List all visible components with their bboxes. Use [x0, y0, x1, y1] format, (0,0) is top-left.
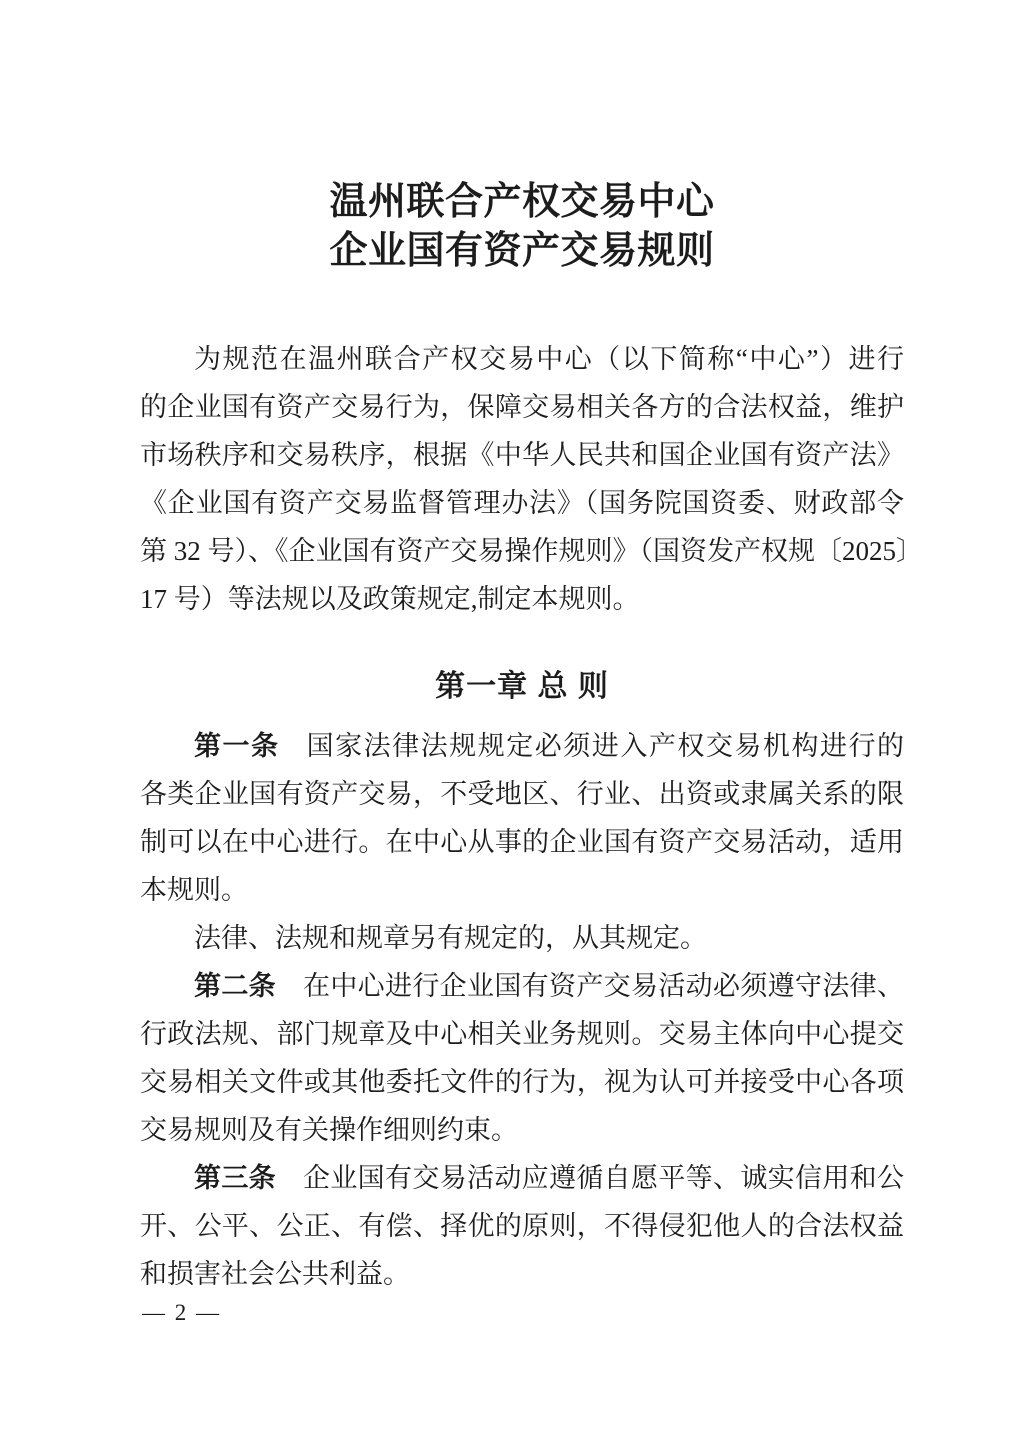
chapter-heading: 第一章 总 则: [435, 670, 609, 703]
articles-text: [140, 722, 904, 1298]
text-line: [140, 335, 904, 383]
text-line: [140, 722, 904, 770]
line-text: 的企业国有资产交易行为，保障交易相关各方的合法权益，维护: [140, 392, 904, 422]
line-text: 交易相关文件或其他委托文件的行为，视为认可并接受中心各项: [140, 1067, 904, 1097]
line-text: 市场秩序和交易秩序，根据《中华人民共和国企业国有资产法》: [140, 440, 904, 470]
text-line: [140, 1250, 904, 1298]
line-text: 国家法律法规规定必须进入产权交易机构进行的: [306, 731, 905, 761]
title-line-1: 温州联合产权交易中心: [329, 181, 715, 223]
text-line: [140, 962, 904, 1010]
line-text: 本规则。: [140, 875, 248, 905]
line-text: 交易规则及有关操作细则约束。: [140, 1115, 518, 1145]
article-number: 第二条: [194, 971, 276, 1001]
line-text: 为规范在温州联合产权交易中心（以下简称“中心”）进行: [194, 344, 904, 374]
text-line: [140, 866, 904, 914]
line-text: 企业国有交易活动应遵循自愿平等、诚实信用和公: [303, 1163, 904, 1193]
text-line: [140, 527, 923, 575]
line-text: 开、公平、公正、有偿、择优的原则，不得侵犯他人的合法权益: [140, 1211, 904, 1241]
text-line: [140, 1154, 904, 1202]
text-line: [140, 431, 904, 479]
document-content: [140, 335, 923, 1298]
text-line: [140, 383, 904, 431]
article-number: 第三条: [194, 1163, 276, 1193]
line-text: 和损害社会公共利益。: [140, 1259, 410, 1289]
line-text: 17 号）等法规以及政策规定,制定本规则。: [140, 584, 640, 614]
text-line: [140, 1202, 904, 1250]
text-line: [140, 575, 904, 623]
line-text: 《企业国有资产交易监督管理办法》（国务院国资委、财政部令: [140, 488, 904, 518]
line-text: 各类企业国有资产交易，不受地区、行业、出资或隶属关系的限: [140, 779, 904, 809]
article-number: 第一条: [194, 731, 280, 761]
text-line: [140, 1106, 904, 1154]
text-line: [140, 914, 904, 962]
text-line: [140, 818, 904, 866]
line-text: 行政法规、部门规章及中心相关业务规则。交易主体向中心提交: [140, 1019, 904, 1049]
text-line: [140, 479, 904, 527]
title-line-2: 企业国有资产交易规则: [329, 230, 715, 272]
document-title: [140, 178, 904, 276]
line-text: 在中心进行企业国有资产交易活动必须遵守法律、: [303, 971, 904, 1001]
line-text: 第 32 号）、《企业国有资产交易操作规则》（国资发产权规〔2025〕: [140, 536, 923, 566]
text-line: [140, 1010, 904, 1058]
text-line: [140, 1058, 904, 1106]
line-text: 制可以在中心进行。在中心从事的企业国有资产交易活动，适用: [140, 827, 904, 857]
page-number: — 2 —: [142, 1300, 221, 1325]
text-line: [140, 770, 904, 818]
line-text: 法律、法规和规章另有规定的，从其规定。: [194, 923, 707, 953]
intro-paragraph: [140, 335, 923, 623]
